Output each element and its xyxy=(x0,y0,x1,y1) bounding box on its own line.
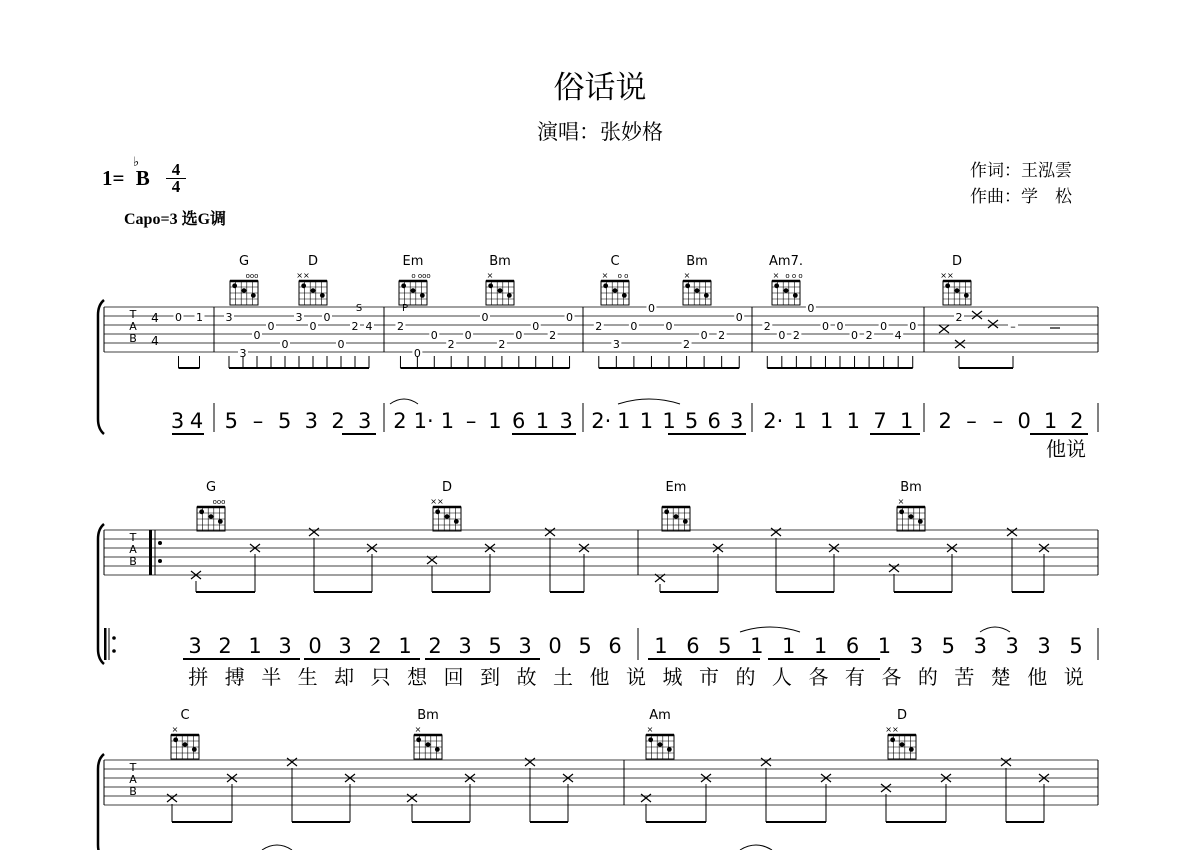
lyric-char: 各 xyxy=(808,665,829,689)
jianpu-note: 3 xyxy=(170,409,185,433)
system-bracket xyxy=(98,300,104,434)
jianpu-note: 1 xyxy=(899,409,914,433)
lyric-char: 各 xyxy=(881,665,902,689)
repeat-dot xyxy=(158,541,162,545)
strum-x-mark xyxy=(407,794,417,802)
chord-finger-dot xyxy=(498,288,503,293)
tab-clef-letter: T xyxy=(129,531,137,544)
chord-finger-dot xyxy=(454,519,459,524)
tab-time-bottom: 4 xyxy=(151,334,159,348)
chord-mute-marks: × xyxy=(772,271,780,280)
jianpu-note: 1 xyxy=(639,409,654,433)
jianpu-note: 5 xyxy=(224,409,239,433)
strum-x-mark xyxy=(889,564,899,572)
lyric-char: 的 xyxy=(735,665,756,689)
jianpu-note: 5 xyxy=(277,409,292,433)
jianpu-note: 6 xyxy=(707,409,721,433)
chord-finger-dot xyxy=(918,519,923,524)
chord-diagram xyxy=(414,708,442,759)
jianpu-note: 3 xyxy=(518,634,532,658)
tab-number: 2 xyxy=(763,320,771,333)
jianpu-note: 6 xyxy=(511,409,526,433)
jianpu-note: 1 xyxy=(846,409,861,433)
chord-finger-dot xyxy=(793,293,798,298)
lyric-char: 他 xyxy=(589,665,610,689)
chord-finger-dot xyxy=(909,747,914,752)
strum-x-mark xyxy=(771,528,781,536)
tab-clef-letter: B xyxy=(129,555,137,568)
tab-number: 0 xyxy=(647,302,655,315)
chord-finger-dot xyxy=(192,747,197,752)
chord-diagram xyxy=(430,480,461,531)
flat-sign: ♭ xyxy=(133,154,140,169)
jianpu-note: 1 xyxy=(535,409,550,433)
chord-diagram xyxy=(486,254,514,305)
chord-finger-dot xyxy=(784,288,789,293)
chord-name: Em xyxy=(665,480,687,495)
jianpu-note: 5 xyxy=(1069,634,1083,658)
repeat-bar-thick xyxy=(104,628,107,660)
strum-x-mark xyxy=(972,311,982,319)
tab-number: 3 xyxy=(239,347,247,360)
chord-finger-dot xyxy=(209,514,214,519)
chord-finger-dot xyxy=(416,737,421,742)
chord-diagram xyxy=(769,254,803,305)
tab-number: 2 xyxy=(683,338,691,351)
tab-number: 0 xyxy=(880,320,888,333)
jianpu-note: 1 xyxy=(781,634,796,658)
tab-number: 2 xyxy=(351,320,359,333)
strum-x-mark xyxy=(1001,758,1011,766)
lyricist-credit: 作词：王泓雲 xyxy=(970,161,1072,181)
jianpu-note: 0 xyxy=(548,634,562,658)
chord-diagram xyxy=(399,254,431,305)
chord-finger-dot xyxy=(685,283,690,288)
lyric-char: 生 xyxy=(297,665,318,689)
jianpu-note: 0 xyxy=(308,634,322,658)
tab-number: 0 xyxy=(851,329,859,342)
tab-number: 0 xyxy=(337,338,345,351)
lyric-char: 回 xyxy=(443,665,464,689)
chord-finger-dot xyxy=(774,283,779,288)
chord-finger-dot xyxy=(909,514,914,519)
chord-name: C xyxy=(610,254,620,269)
chord-finger-dot xyxy=(622,293,627,298)
chord-mute-marks: × xyxy=(486,271,494,280)
tab-time-top: 4 xyxy=(151,311,159,325)
slur-arc xyxy=(740,627,800,632)
tab-number: 4 xyxy=(894,329,902,342)
composer-credit: 作曲：学 松 xyxy=(970,187,1072,207)
tab-number: 0 xyxy=(630,320,638,333)
chord-mute-marks: × xyxy=(414,725,422,734)
chord-finger-dot xyxy=(183,742,188,747)
chord-finger-dot xyxy=(301,283,306,288)
tab-number: 3 xyxy=(295,311,303,324)
tab-number: 0 xyxy=(778,329,786,342)
jianpu-note: 6 xyxy=(845,634,860,658)
lyric-char: 人 xyxy=(771,665,792,689)
lyric-char: 故 xyxy=(516,665,537,689)
tab-clef-letter: T xyxy=(129,761,137,774)
tab-number: 2 xyxy=(549,329,557,342)
jianpu-note: 7 xyxy=(873,409,887,433)
tab-number: 2 xyxy=(955,311,963,324)
jianpu-note: 5 xyxy=(684,409,699,433)
chord-open-marks: ooo xyxy=(212,498,226,506)
system-1 xyxy=(98,254,1098,461)
chord-finger-dot xyxy=(704,293,709,298)
lyric-char: 楚 xyxy=(990,665,1011,689)
chord-name: G xyxy=(238,254,250,269)
chord-mute-marks: ×× xyxy=(885,725,899,734)
lyric-char: 的 xyxy=(917,665,938,689)
chord-finger-dot xyxy=(218,519,223,524)
lyric-char: 土 xyxy=(553,665,574,689)
jianpu-note: 2 xyxy=(218,634,232,658)
tab-number: 1 xyxy=(196,311,203,324)
tab-clef-letter: A xyxy=(129,543,137,556)
tab-number: 0 xyxy=(735,311,743,324)
song-title: 俗话说 xyxy=(553,70,647,106)
system-2 xyxy=(98,480,1098,689)
strum-x-mark xyxy=(988,320,998,328)
chord-diagram xyxy=(646,708,674,759)
chord-finger-dot xyxy=(173,737,178,742)
chord-finger-dot xyxy=(420,293,425,298)
lyric-char: 市 xyxy=(698,665,719,689)
jianpu-note: 2· xyxy=(591,409,612,433)
strum-x-mark xyxy=(287,758,297,766)
tab-clef-letter: A xyxy=(129,773,137,786)
tab-clef-letter: T xyxy=(129,308,137,321)
lyric-char: 说 xyxy=(1063,665,1084,689)
tab-number: 2 xyxy=(865,329,873,342)
chord-finger-dot xyxy=(242,288,247,293)
chord-finger-dot xyxy=(964,293,969,298)
chord-finger-dot xyxy=(695,288,700,293)
tab-number: 0 xyxy=(909,320,917,333)
chord-finger-dot xyxy=(667,747,672,752)
tab-clef-letter: B xyxy=(129,332,137,345)
lyric-char: 有 xyxy=(844,665,865,689)
tab-number: 0 xyxy=(323,311,331,324)
tab-number: 2 xyxy=(396,320,404,333)
chord-name: D xyxy=(441,480,453,495)
chord-mute-marks: ×× xyxy=(296,271,310,280)
chord-mute-marks: × xyxy=(601,271,609,280)
slide-mark: S xyxy=(355,303,363,314)
chord-finger-dot xyxy=(603,283,608,288)
chord-finger-dot xyxy=(251,293,256,298)
jianpu-note: 1 xyxy=(793,409,807,433)
chord-open-marks: ooo xyxy=(245,272,259,280)
jianpu-note: 1 xyxy=(877,634,892,658)
tab-number: 2 xyxy=(498,338,506,351)
tab-number: 0 xyxy=(309,320,317,333)
system-bracket xyxy=(98,754,104,850)
jianpu-note: 3 xyxy=(1005,634,1019,658)
tab-number: 0 xyxy=(515,329,523,342)
strum-x-mark xyxy=(761,758,771,766)
jianpu-note: 1· xyxy=(413,409,434,433)
jianpu-note: 3 xyxy=(188,634,202,658)
chord-finger-dot xyxy=(401,283,406,288)
jianpu-note: 1 xyxy=(488,409,502,433)
chord-finger-dot xyxy=(507,293,512,298)
chord-diagram xyxy=(897,480,925,531)
tab-number: 0 xyxy=(175,311,182,324)
jianpu-note: – xyxy=(252,409,264,433)
chord-finger-dot xyxy=(320,293,325,298)
jianpu-note: 1 xyxy=(813,634,828,658)
jianpu-note: 2 xyxy=(331,409,345,433)
chord-diagram xyxy=(662,480,690,531)
tab-number: 0 xyxy=(430,329,438,342)
lyric-char: 到 xyxy=(480,665,501,689)
system-bracket xyxy=(98,524,104,664)
repeat-bar-thick xyxy=(149,530,152,575)
jianpu-note: 2 xyxy=(393,409,407,433)
tab-number: 0 xyxy=(566,311,574,324)
chord-finger-dot xyxy=(900,742,905,747)
jianpu-note: 5 xyxy=(488,634,502,658)
lyric-char: 搏 xyxy=(224,665,245,689)
chord-diagram xyxy=(197,480,225,531)
chord-open-marks: o o xyxy=(617,272,629,280)
strum-x-mark xyxy=(167,794,177,802)
chord-name: D xyxy=(951,254,963,269)
jianpu-note: 1 xyxy=(248,634,262,658)
chord-name: Bm xyxy=(489,254,511,269)
tab-number: 0 xyxy=(700,329,708,342)
chord-diagram xyxy=(885,708,916,759)
strum-x-mark xyxy=(525,758,535,766)
chord-finger-dot xyxy=(311,288,316,293)
chord-finger-dot xyxy=(945,283,950,288)
tab-number: 0 xyxy=(253,329,261,342)
jianpu-note: 3 xyxy=(730,409,744,433)
jianpu-note: 6 xyxy=(686,634,700,658)
jianpu-note: 3 xyxy=(909,634,924,658)
jianpu-note: 1 xyxy=(440,409,455,433)
chord-finger-dot xyxy=(648,737,653,742)
jianpu-note: 3 xyxy=(458,634,472,658)
chord-finger-dot xyxy=(664,509,669,514)
chord-finger-dot xyxy=(683,519,688,524)
lyric-char: 想 xyxy=(407,665,428,689)
jianpu-note: 3 xyxy=(357,409,372,433)
lyric-char: 只 xyxy=(370,665,391,689)
chord-finger-dot xyxy=(674,514,679,519)
jianpu-note: – xyxy=(992,409,1004,433)
jianpu-note: 6 xyxy=(608,634,622,658)
tab-number: 3 xyxy=(612,338,620,351)
tab-number: 2 xyxy=(595,320,603,333)
jianpu-note: 4 xyxy=(189,409,204,433)
lyric-char: 却 xyxy=(334,665,355,689)
tab-number: 3 xyxy=(225,311,233,324)
chord-diagram xyxy=(683,254,711,305)
chord-mute-marks: × xyxy=(897,497,905,506)
tab-number: 0 xyxy=(464,329,472,342)
lyric-char: 说 xyxy=(626,665,646,689)
strum-x-mark xyxy=(545,528,555,536)
chord-name: Am7. xyxy=(769,254,803,269)
jianpu-note: 2· xyxy=(763,409,784,433)
jianpu-note: 1 xyxy=(654,634,668,658)
chord-diagram xyxy=(171,708,199,759)
system-3 xyxy=(98,708,1098,850)
slur-arc xyxy=(740,845,772,850)
chord-mute-marks: × xyxy=(171,725,179,734)
pull-off-mark: P xyxy=(401,303,409,314)
key-prefix: 1= xyxy=(102,166,125,190)
chord-finger-dot xyxy=(232,283,237,288)
tab-number: 2 xyxy=(447,338,455,351)
lyric-char: 他 xyxy=(1027,665,1048,689)
chord-finger-dot xyxy=(411,288,416,293)
chord-name: Bm xyxy=(686,254,708,269)
lyric-char: 拼 xyxy=(188,665,209,689)
repeat-dot xyxy=(158,559,162,563)
strum-x-mark xyxy=(939,325,949,333)
lyric-char: 他说 xyxy=(1046,437,1086,461)
chord-finger-dot xyxy=(199,509,204,514)
lyric-char: 城 xyxy=(662,665,683,689)
jianpu-note: 5 xyxy=(718,634,732,658)
singer-line: 演唱：张妙格 xyxy=(537,120,663,144)
chord-name: C xyxy=(180,708,190,723)
jianpu-note: 1 xyxy=(750,634,764,658)
chord-finger-dot xyxy=(899,509,904,514)
tab-number: 0 xyxy=(807,302,815,315)
slur-arc xyxy=(262,845,292,850)
chord-diagram xyxy=(940,254,971,305)
tab-number: – xyxy=(1010,320,1016,333)
jianpu-note: 3 xyxy=(304,409,319,433)
jianpu-note: 3 xyxy=(559,409,573,433)
jianpu-note: 5 xyxy=(578,634,592,658)
chord-mute-marks: ×× xyxy=(430,497,444,506)
strum-x-mark xyxy=(641,794,651,802)
chord-diagram xyxy=(296,254,327,305)
chord-finger-dot xyxy=(955,288,960,293)
jianpu-note: 2 xyxy=(938,409,952,433)
jianpu-note: 1 xyxy=(1043,409,1058,433)
jianpu-note: 1 xyxy=(398,634,412,658)
chord-mute-marks: × xyxy=(646,725,654,734)
tab-number: 0 xyxy=(413,347,421,360)
strum-x-mark xyxy=(1007,528,1017,536)
time-denominator: 4 xyxy=(171,177,181,196)
chord-open-marks: o ooo xyxy=(411,272,431,280)
jianpu-note: 2 xyxy=(428,634,442,658)
strum-x-mark xyxy=(955,340,965,348)
chord-name: Am xyxy=(649,708,671,723)
jianpu-note: – xyxy=(966,409,977,433)
tab-number: 0 xyxy=(532,320,540,333)
capo-note: Capo=3 选G调 xyxy=(124,211,227,228)
tab-clef-letter: B xyxy=(129,785,137,798)
jianpu-note: 5 xyxy=(941,634,956,658)
strum-x-mark xyxy=(881,784,891,792)
slur-arc xyxy=(390,399,418,404)
lyric-char: 苦 xyxy=(954,665,975,689)
chord-finger-dot xyxy=(890,737,895,742)
chord-finger-dot xyxy=(613,288,618,293)
tab-number: 0 xyxy=(821,320,829,333)
chord-name: D xyxy=(307,254,319,269)
slur-arc xyxy=(618,399,680,404)
chord-name: Bm xyxy=(417,708,439,723)
chord-finger-dot xyxy=(426,742,431,747)
time-numerator: 4 xyxy=(171,160,181,179)
tab-number: 2 xyxy=(792,329,800,342)
chord-finger-dot xyxy=(435,747,440,752)
chord-finger-dot xyxy=(658,742,663,747)
chord-finger-dot xyxy=(435,509,440,514)
chord-name: Bm xyxy=(900,480,922,495)
tab-number: 0 xyxy=(281,338,289,351)
jianpu-note: 1 xyxy=(819,409,834,433)
chord-mute-marks: × xyxy=(683,271,691,280)
tab-clef-letter: A xyxy=(129,320,137,333)
chord-name: D xyxy=(896,708,908,723)
jianpu-note: 3 xyxy=(278,634,292,658)
tab-number: 0 xyxy=(267,320,275,333)
jianpu-note: 2 xyxy=(368,634,382,658)
jianpu-note: 0 xyxy=(1017,409,1031,433)
lyric-char: 半 xyxy=(261,665,282,689)
chord-name: G xyxy=(205,480,217,495)
chord-finger-dot xyxy=(488,283,493,288)
chord-mute-marks: ×× xyxy=(940,271,954,280)
repeat-dot xyxy=(112,649,116,653)
jianpu-note: 1 xyxy=(662,409,676,433)
key-note: B xyxy=(135,166,150,190)
tab-number: 2 xyxy=(718,329,726,342)
chord-finger-dot xyxy=(445,514,450,519)
slur-arc xyxy=(980,627,1010,632)
chord-name: Em xyxy=(402,254,424,269)
chord-diagram xyxy=(230,254,258,305)
repeat-dot xyxy=(112,636,116,640)
jianpu-note: 3 xyxy=(1037,634,1051,658)
jianpu-note: – xyxy=(465,409,477,433)
jianpu-note: 1 xyxy=(617,409,631,433)
tab-number: 0 xyxy=(665,320,673,333)
tab-number: 0 xyxy=(836,320,844,333)
jianpu-note: 2 xyxy=(1070,409,1084,433)
chord-diagram xyxy=(601,254,629,305)
jianpu-note: 3 xyxy=(973,634,987,658)
tab-number: 0 xyxy=(481,311,489,324)
tab-number: 4 xyxy=(365,320,373,333)
chord-open-marks: o o o xyxy=(785,272,803,280)
jianpu-note: 3 xyxy=(338,634,352,658)
strum-x-mark xyxy=(309,528,319,536)
